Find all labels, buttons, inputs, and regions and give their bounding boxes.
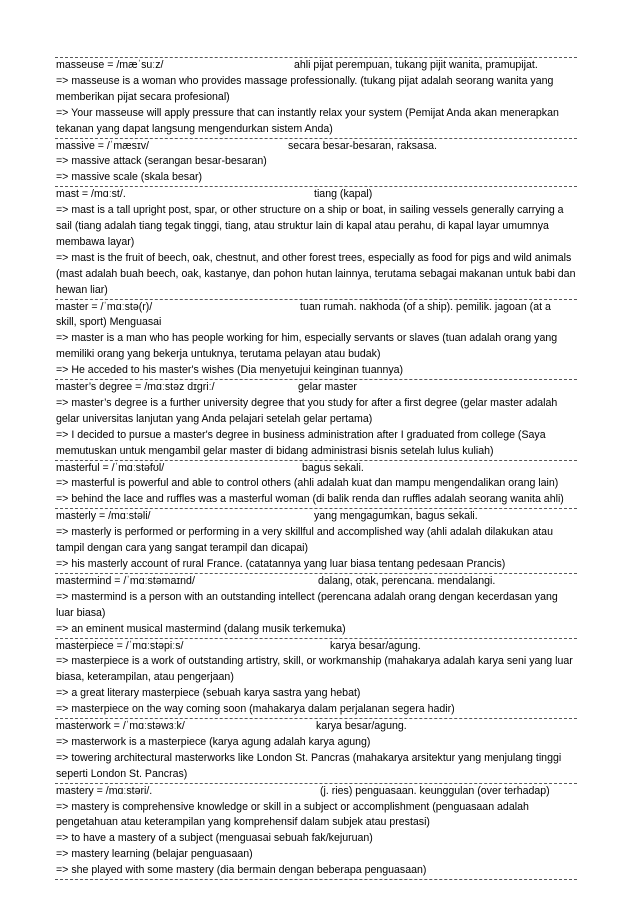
example-line: => masterpiece on the way coming soon (mahakarya dalam perjalanan segera hadir): [56, 703, 455, 716]
example-line: => mastermind is a person with an outstanding intellect (perencana adalah orang dengan kecerdasan yang luar biasa): [56, 590, 558, 619]
entry-header: [56, 187, 576, 203]
example-line: => I decided to pursue a master's degree in business administration after I graduated from college (Saya memutuskan untuk mengambil gelar master di bidang administrasi bisnis setelah lulus kuliah): [56, 428, 546, 457]
headword: master’s degree = /mɑːstəz dɪɡriː/: [56, 381, 215, 394]
example-line: => master is a man who has people working for him, especially servants or slaves (tuan adalah orang yang memiliki orang yang bekerja untuknya, terutama pelayan atau budak): [56, 332, 558, 361]
example-line: => to have a mastery of a subject (menguasai sebuah fak/kejuruan): [56, 832, 373, 845]
example-line: => masterful is powerful and able to control others (ahli adalah kuat dan mampu mengendalikan orang lain): [56, 477, 559, 490]
translation: tiang (kapal): [314, 188, 373, 201]
headword: masterwork = /ˈmɑːstəwɜːk/: [56, 720, 185, 733]
entry-header: [56, 139, 576, 155]
example-line: => Your masseuse will apply pressure that can instantly relax your system (Pemijat Anda akan menerapkan tekanan yang dapat langsung mengendurkan sistem Anda): [56, 106, 559, 135]
headword: masseuse = /mæˈsuːz/: [56, 59, 164, 71]
example-line: => an eminent musical mastermind (dalang musik terkemuka): [56, 622, 346, 635]
dictionary-entry: [55, 187, 577, 299]
dictionary-entry: [55, 639, 577, 720]
example-line: => masseuse is a woman who provides massage professionally. (tukang pijat adalah seorang wanita yang memberikan pijat secara profesional): [56, 74, 554, 103]
example-line: => mastery is comprehensive knowledge or skill in a subject or accomplishment (penguasaan adalah pengetahuan atau keterampilan yang komprehensif dalam subjek atau prestasi): [56, 800, 529, 829]
entry-header: [56, 300, 576, 316]
entry-header: [56, 509, 576, 525]
dictionary-page: [55, 57, 577, 880]
dictionary-entry: [55, 719, 577, 784]
example-line: => a great literary masterpiece (sebuah karya sastra yang hebat): [56, 687, 361, 700]
entry-header: [56, 719, 576, 735]
translation: bagus sekali.: [302, 461, 364, 474]
dictionary-entry: [55, 784, 577, 880]
dictionary-entry: [55, 57, 577, 139]
example-line: => massive scale (skala besar): [56, 171, 203, 184]
translation: tuan rumah. nakhoda (of a ship). pemilik. jagoan (at a: [300, 300, 551, 313]
translation: secara besar-besaran, raksasa.: [288, 139, 437, 152]
example-line: skill, sport) Menguasai: [56, 316, 162, 329]
translation: (j. ries) penguasaan. keunggulan (over terhadap): [320, 784, 550, 797]
entry-header: [56, 784, 576, 800]
entry-header: [56, 639, 576, 655]
example-line: => masterpiece is a work of outstanding artistry, skill, or workmanship (mahakarya adalah karya seni yang luar biasa, keterampilan, atau pengerjaan): [56, 655, 573, 684]
translation: gelar master: [298, 381, 357, 394]
dictionary-entry: [55, 139, 577, 188]
example-line: => He acceded to his master's wishes (Dia menyetujui keinginan tuannya): [56, 364, 404, 377]
entry-header: [56, 58, 576, 74]
example-line: => mast is the fruit of beech, oak, chestnut, and other forest trees, especially as food for pigs and wild animals (mast adalah buah beech, oak, kastanye, dan pohon hutan lainnya, terutama sebagai makanan untuk babi dan hewan liar): [56, 251, 576, 296]
example-line: => mastery learning (belajar penguasaan): [56, 848, 253, 861]
dictionary-entry: [55, 461, 577, 510]
dictionary-entry: [55, 380, 577, 461]
headword: mastermind = /ˈmɑːstəmaɪnd/: [56, 574, 195, 587]
example-line: => master’s degree is a further university degree that you study for after a first degree (gelar master adalah gelar universitas lanjutan yang Anda pelajari setelah gelar pertama): [56, 396, 558, 425]
translation: yang mengagumkan, bagus sekali.: [314, 510, 478, 523]
entry-header: [56, 461, 576, 477]
dictionary-entry: [55, 509, 577, 574]
entry-header: [56, 380, 576, 396]
example-line: => behind the lace and ruffles was a masterful woman (di balik renda dan ruffles adalah seorang wanita ahli): [56, 493, 564, 506]
translation: dalang, otak, perencana. mendalangi.: [318, 574, 496, 587]
example-line: => she played with some mastery (dia bermain dengan beberapa penguasaan): [56, 864, 427, 877]
example-line: => towering architectural masterworks like London St. Pancras (mahakarya arsitektur yang menjulang tinggi seperti London St. Pancras): [56, 751, 562, 780]
example-line: => masterly is performed or performing in a very skillful and accomplished way (ahli adalah dilakukan atau tampil dengan cara yang sangat terampil dan dicapai): [56, 526, 553, 555]
headword: massive = /ˈmæsɪv/: [56, 139, 149, 152]
entry-header: [56, 574, 576, 590]
example-line: => mast is a tall upright post, spar, or other structure on a ship or boat, in sailing vessels generally carrying a sail (tiang adalah tiang tegak tinggi, tiang, atau struktur lain di kapal atau perahu, di kapal layar umumnya membawa layar): [56, 204, 564, 248]
headword: masterpiece = /ˈmɑːstəpiːs/: [56, 639, 184, 652]
headword: masterly = /mɑːstəli/: [56, 510, 151, 523]
dictionary-entry: [55, 300, 577, 381]
example-line: => massive attack (serangan besar-besaran): [56, 155, 267, 168]
example-line: => masterwork is a masterpiece (karya agung adalah karya agung): [56, 735, 371, 748]
headword: mast = /mɑːst/.: [56, 188, 126, 201]
headword: master = /ˈmɑːstə(r)/: [56, 300, 153, 313]
example-line: => his masterly account of rural France. (catatannya yang luar biasa tentang pedesaan Prancis): [56, 557, 506, 570]
translation: ahli pijat perempuan, tukang pijit wanita, pramupijat.: [294, 59, 538, 71]
dictionary-entry: [55, 574, 577, 639]
translation: karya besar/agung.: [316, 720, 407, 733]
headword: mastery = /mɑːstəri/.: [56, 784, 153, 797]
headword: masterful = /ˈmɑːstəfʊl/: [56, 461, 165, 474]
translation: karya besar/agung.: [330, 639, 421, 652]
